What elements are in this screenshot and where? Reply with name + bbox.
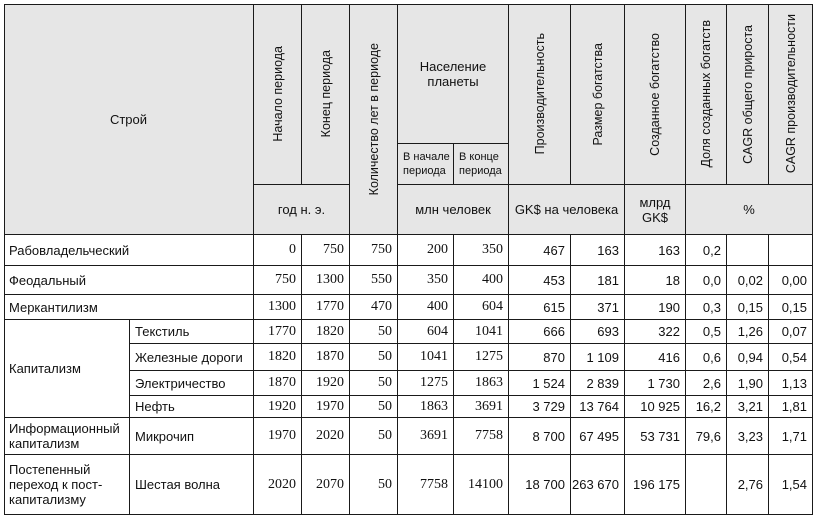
cell-cagr-prod: 0,07: [769, 320, 813, 344]
cell-start: 1920: [254, 396, 302, 418]
cell-share: 0,3: [686, 295, 727, 320]
cell-years: 50: [350, 418, 398, 455]
cell-cagr-prod: 1,81: [769, 396, 813, 418]
row-name: Рабовладельческий: [4, 235, 254, 266]
cell-pop-start: 3691: [398, 418, 454, 455]
cell-end: 1300: [302, 266, 350, 295]
cell-pop-start: 604: [398, 320, 454, 344]
cell-pop-end: 7758: [454, 418, 509, 455]
cell-created: 322: [625, 320, 686, 344]
cell-years: 50: [350, 455, 398, 515]
cell-size: 13 764: [571, 396, 625, 418]
cell-prod: 18 700: [509, 455, 571, 515]
economic-epochs-table: [4, 4, 813, 515]
cell-prod: 615: [509, 295, 571, 320]
cell-start: 1300: [254, 295, 302, 320]
cell-years: 50: [350, 320, 398, 344]
row-name: Текстиль: [130, 320, 254, 344]
cell-start: 1870: [254, 371, 302, 396]
cell-start: 1970: [254, 418, 302, 455]
cell-cagr-total: 0,15: [727, 295, 769, 320]
header-years-text: Количество лет в периоде: [366, 42, 381, 196]
cell-pop-start: 1275: [398, 371, 454, 396]
cell-size: 67 495: [571, 418, 625, 455]
cell-pop-end: 1863: [454, 371, 509, 396]
cell-created: 196 175: [625, 455, 686, 515]
cell-prod: 1 524: [509, 371, 571, 396]
cell-end: 1920: [302, 371, 350, 396]
cell-share: 0,5: [686, 320, 727, 344]
header-end-text: Конец периода: [318, 50, 333, 138]
cell-share: [686, 455, 727, 515]
header-years: [350, 4, 398, 235]
row-name: Нефть: [130, 396, 254, 418]
cell-created: 53 731: [625, 418, 686, 455]
cell-cagr-total: 1,90: [727, 371, 769, 396]
cell-share: 0,6: [686, 344, 727, 371]
cell-start: 750: [254, 266, 302, 295]
cell-share: 0,2: [686, 235, 727, 266]
row-name: Шестая волна: [130, 455, 254, 515]
header-stroy: Строй: [4, 4, 254, 235]
row-name: Феодальный: [4, 266, 254, 295]
header-created-wealth: [625, 4, 686, 185]
cell-pop-end: 604: [454, 295, 509, 320]
cell-years: 550: [350, 266, 398, 295]
cell-created: 190: [625, 295, 686, 320]
cell-cagr-total: 0,94: [727, 344, 769, 371]
cell-cagr-prod: 1,71: [769, 418, 813, 455]
cell-years: 50: [350, 344, 398, 371]
cell-years: 50: [350, 396, 398, 418]
unit-gk-per-person: GK$ на человека: [509, 185, 625, 235]
cell-share: 2,6: [686, 371, 727, 396]
cell-start: 2020: [254, 455, 302, 515]
cell-pop-end: 350: [454, 235, 509, 266]
cell-created: 163: [625, 235, 686, 266]
row-name: Меркантилизм: [4, 295, 254, 320]
header-population: Население планеты: [398, 4, 509, 144]
header-cagr-total: [727, 4, 769, 185]
cell-start: 0: [254, 235, 302, 266]
cell-prod: 870: [509, 344, 571, 371]
header-end: [302, 4, 350, 185]
cell-created: 416: [625, 344, 686, 371]
unit-years: год н. э.: [254, 185, 350, 235]
cell-pop-start: 350: [398, 266, 454, 295]
cell-years: 50: [350, 371, 398, 396]
group-capitalism: Капитализм: [4, 320, 130, 418]
cell-size: 163: [571, 235, 625, 266]
cell-pop-end: 14100: [454, 455, 509, 515]
cell-cagr-total: [727, 235, 769, 266]
cell-cagr-prod: 0,00: [769, 266, 813, 295]
cell-end: 750: [302, 235, 350, 266]
group-postcapitalism: Постепенный переход к посткапитализму: [4, 455, 130, 515]
cell-pop-start: 1041: [398, 344, 454, 371]
row-name: Электричество: [130, 371, 254, 396]
cell-share: 0,0: [686, 266, 727, 295]
unit-population: млн человек: [398, 185, 509, 235]
cell-size: 2 839: [571, 371, 625, 396]
cell-start: 1820: [254, 344, 302, 371]
header-cagr-prod-text: CAGR производительности: [783, 14, 798, 174]
header-productivity-text: Производительность: [532, 33, 547, 155]
cell-cagr-total: 2,76: [727, 455, 769, 515]
cell-pop-end: 1041: [454, 320, 509, 344]
cell-pop-end: 3691: [454, 396, 509, 418]
unit-billion-gk: млрд GK$: [625, 185, 686, 235]
cell-size: 371: [571, 295, 625, 320]
cell-pop-start: 1863: [398, 396, 454, 418]
cell-end: 1770: [302, 295, 350, 320]
cell-size: 181: [571, 266, 625, 295]
cell-pop-start: 200: [398, 235, 454, 266]
cell-created: 18: [625, 266, 686, 295]
cell-created: 10 925: [625, 396, 686, 418]
cell-prod: 453: [509, 266, 571, 295]
cell-created: 1 730: [625, 371, 686, 396]
group-info-capitalism: Информационный капитализм: [4, 418, 130, 455]
header-wealth-size: [571, 4, 625, 185]
cell-size: 263 670: [571, 455, 625, 515]
cell-cagr-prod: 0,54: [769, 344, 813, 371]
cell-pop-start: 7758: [398, 455, 454, 515]
header-share-created-text: Доля созданных богатств: [699, 20, 713, 168]
unit-percent: %: [686, 185, 813, 235]
cell-share: 79,6: [686, 418, 727, 455]
cell-end: 1870: [302, 344, 350, 371]
header-pop-end: В конце периода: [454, 144, 509, 185]
cell-size: 693: [571, 320, 625, 344]
row-name: Микрочип: [130, 418, 254, 455]
header-wealth-size-text: Размер богатства: [590, 42, 605, 146]
cell-share: 16,2: [686, 396, 727, 418]
cell-size: 1 109: [571, 344, 625, 371]
cell-cagr-prod: 1,13: [769, 371, 813, 396]
header-created-wealth-text: Созданное богатство: [648, 32, 662, 156]
cell-end: 1970: [302, 396, 350, 418]
cell-cagr-prod: 1,54: [769, 455, 813, 515]
cell-years: 750: [350, 235, 398, 266]
cell-prod: 666: [509, 320, 571, 344]
cell-end: 1820: [302, 320, 350, 344]
cell-cagr-total: 0,02: [727, 266, 769, 295]
header-productivity: [509, 4, 571, 185]
header-start: [254, 4, 302, 185]
cell-cagr-total: 3,23: [727, 418, 769, 455]
cell-prod: 8 700: [509, 418, 571, 455]
cell-start: 1770: [254, 320, 302, 344]
cell-pop-end: 1275: [454, 344, 509, 371]
cell-cagr-prod: 0,15: [769, 295, 813, 320]
cell-cagr-prod: [769, 235, 813, 266]
cell-cagr-total: 1,26: [727, 320, 769, 344]
cell-end: 2020: [302, 418, 350, 455]
cell-pop-end: 400: [454, 266, 509, 295]
cell-years: 470: [350, 295, 398, 320]
header-cagr-prod: [769, 4, 813, 185]
header-start-text: Начало периода: [270, 46, 285, 142]
cell-prod: 467: [509, 235, 571, 266]
cell-end: 2070: [302, 455, 350, 515]
cell-pop-start: 400: [398, 295, 454, 320]
cell-cagr-total: 3,21: [727, 396, 769, 418]
header-share-created: [686, 4, 727, 185]
header-cagr-total-text: CAGR общего прироста: [740, 24, 755, 164]
row-name: Железные дороги: [130, 344, 254, 371]
cell-prod: 3 729: [509, 396, 571, 418]
header-pop-start: В начале периода: [398, 144, 454, 185]
